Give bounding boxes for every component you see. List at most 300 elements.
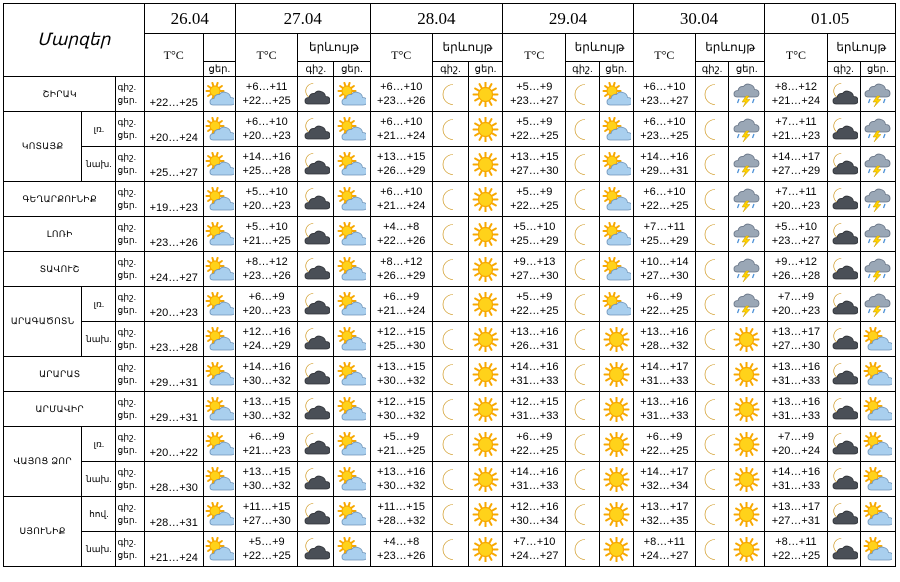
- temperature-range: [765, 147, 827, 182]
- temperature-header: T°C: [235, 34, 297, 77]
- night-header: գիշ.: [298, 62, 334, 77]
- night-header: գիշ.: [566, 62, 599, 77]
- partly-cloudy-day-icon: [204, 502, 235, 527]
- moon-icon: [433, 362, 468, 387]
- temperature-range: [235, 112, 297, 147]
- cloudy-night-icon: [828, 257, 860, 282]
- day-temperature: +25…+28: [242, 165, 291, 177]
- table-row: [4, 182, 896, 217]
- night-temperature: +14…+16: [510, 466, 559, 478]
- temperature-range: [633, 287, 695, 322]
- day-temperature: +22…+25: [242, 550, 291, 562]
- day-temperature: +24…+27: [510, 550, 559, 562]
- partly-cloudy-day-icon: [204, 117, 235, 142]
- night-temperature: +13…+16: [510, 326, 559, 338]
- day-label: ցեր.: [117, 95, 138, 105]
- night-label: գիշ.: [117, 327, 137, 337]
- partly-cloudy-day-icon: [334, 257, 369, 282]
- temperature-range: [370, 427, 432, 462]
- temperature-range: [503, 287, 566, 322]
- date-header: 01.05: [765, 4, 896, 34]
- moon-icon: [696, 222, 728, 247]
- temperature-range: [503, 532, 566, 567]
- night-temperature: +12…+16: [242, 326, 291, 338]
- day-label: ցեր.: [117, 235, 138, 245]
- cloudy-night-icon: [828, 82, 860, 107]
- partly-cloudy-day-icon: [861, 362, 895, 387]
- period-labels: [116, 462, 144, 497]
- moon-icon: [696, 187, 728, 212]
- partly-cloudy-day-icon: [600, 152, 633, 177]
- temperature-range: [765, 182, 827, 217]
- moon-icon: [566, 222, 598, 247]
- temperature-range: [235, 357, 297, 392]
- moon-icon: [433, 152, 468, 177]
- period-labels: [116, 77, 144, 112]
- day-temperature: +26…+31: [510, 340, 559, 352]
- sun-icon: [600, 327, 633, 352]
- moon-icon: [566, 397, 598, 422]
- night-temperature: +6…+10: [380, 81, 423, 93]
- sub-area: լռ.: [82, 287, 116, 322]
- night-temperature: +7…+11: [643, 221, 686, 233]
- sun-icon: [469, 432, 502, 457]
- date-header: 28.04: [370, 4, 503, 34]
- night-temperature: +6…+10: [245, 116, 288, 128]
- temperature-range: [633, 532, 695, 567]
- day-temperature: +30…+32: [242, 410, 291, 422]
- day-temperature: +22…+25: [510, 445, 559, 457]
- thunderstorm-icon: [729, 117, 764, 142]
- day-temperature: +21…+25: [242, 235, 291, 247]
- sun-icon: [600, 537, 633, 562]
- night-temperature: +13…+16: [377, 466, 426, 478]
- partly-cloudy-day-icon: [334, 432, 369, 457]
- moon-icon: [696, 152, 728, 177]
- day-label: ցեր.: [117, 410, 138, 420]
- moon-icon: [433, 467, 468, 492]
- moon-icon: [433, 82, 468, 107]
- day-temperature: +22…+25: [242, 95, 291, 107]
- day-temperature: +22…+25: [640, 445, 689, 457]
- moon-icon: [566, 187, 598, 212]
- night-temperature: +9…+12: [774, 256, 818, 268]
- cloudy-night-icon: [828, 187, 860, 212]
- day-temperature: +26…+29: [377, 270, 426, 282]
- sun-icon: [469, 467, 502, 492]
- period-labels: [116, 532, 144, 567]
- night-temperature: +14…+16: [242, 151, 291, 163]
- temperature-range: [633, 147, 695, 182]
- partly-cloudy-day-icon: [600, 82, 633, 107]
- night-temperature: +13…+15: [242, 466, 291, 478]
- day-temperature: +21…+24: [377, 200, 426, 212]
- night-temperature: +8…+12: [774, 81, 818, 93]
- cloudy-night-icon: [298, 82, 333, 107]
- date-header: 30.04: [633, 4, 765, 34]
- night-temperature: +6…+10: [643, 116, 686, 128]
- date-header: 29.04: [503, 4, 634, 34]
- day-temperature: +21…+24: [377, 130, 426, 142]
- night-label: գիշ.: [117, 257, 137, 267]
- day-temperature: +31…+33: [640, 375, 689, 387]
- cloudy-night-icon: [298, 537, 333, 562]
- temperature-range: [633, 322, 695, 357]
- thunderstorm-icon: [861, 187, 895, 212]
- cloudy-night-icon: [298, 222, 333, 247]
- weather-header: երևույթ: [827, 34, 895, 62]
- moon-icon: [696, 257, 728, 282]
- day-header: ցեր.: [469, 62, 503, 77]
- night-temperature: +14…+16: [640, 151, 689, 163]
- temperature-range: [765, 497, 827, 532]
- moon-icon: [566, 327, 598, 352]
- day-label: ցեր.: [117, 340, 138, 350]
- night-temperature: +5…+9: [516, 291, 553, 303]
- sun-icon: [729, 537, 764, 562]
- temperature-range: [503, 462, 566, 497]
- day-temperature: +27…+30: [510, 270, 559, 282]
- temperature-range: [370, 462, 432, 497]
- temperature-header: T°C: [144, 34, 203, 77]
- sun-icon: [600, 397, 633, 422]
- period-labels: [116, 217, 144, 252]
- day-temperature: +20…+23: [242, 305, 291, 317]
- night-label: գիշ.: [117, 187, 137, 197]
- sun-icon: [469, 187, 502, 212]
- sun-icon: [469, 292, 502, 317]
- night-temperature: +6…+9: [248, 431, 285, 443]
- day-temperature: +21…+24: [771, 95, 821, 107]
- temperature-range: [765, 392, 827, 427]
- table-row: [4, 322, 896, 357]
- night-temperature: +5…+9: [248, 536, 285, 548]
- night-temperature: +13…+16: [640, 326, 689, 338]
- temperature-range: [370, 147, 432, 182]
- temperature-range: [370, 357, 432, 392]
- day-temperature: +29…+31: [144, 392, 203, 427]
- partly-cloudy-day-icon: [204, 467, 235, 492]
- night-temperature: +13…+17: [771, 501, 821, 513]
- day-temperature: +23…+27: [640, 95, 689, 107]
- temperature-range: [765, 357, 827, 392]
- temperature-range: [765, 252, 827, 287]
- day-label: ցեր.: [117, 445, 138, 455]
- night-temperature: +6…+10: [643, 186, 686, 198]
- table-row: [4, 497, 896, 532]
- thunderstorm-icon: [861, 257, 895, 282]
- partly-cloudy-day-icon: [334, 292, 369, 317]
- day-temperature: +26…+28: [771, 270, 821, 282]
- temperature-range: [503, 77, 566, 112]
- sun-icon: [469, 362, 502, 387]
- moon-icon: [566, 467, 598, 492]
- partly-cloudy-day-icon: [334, 502, 369, 527]
- thunderstorm-icon: [729, 187, 764, 212]
- day-temperature: +22…+25: [510, 305, 559, 317]
- region-name: ԼՈՌԻ: [4, 217, 116, 252]
- thunderstorm-icon: [729, 257, 764, 282]
- day-temperature: +22…+25: [510, 130, 559, 142]
- night-label: գիշ.: [117, 362, 137, 372]
- moon-icon: [433, 292, 468, 317]
- day-label: ցեր.: [117, 550, 138, 560]
- partly-cloudy-day-icon: [861, 467, 895, 492]
- sub-area: նախ.: [82, 462, 116, 497]
- temperature-range: [235, 287, 297, 322]
- cloudy-night-icon: [828, 467, 860, 492]
- partly-cloudy-day-icon: [861, 327, 895, 352]
- day-temperature: +22…+25: [510, 200, 559, 212]
- sub-area: լռ.: [82, 427, 116, 462]
- partly-cloudy-day-icon: [204, 222, 235, 247]
- night-temperature: +6…+10: [380, 116, 423, 128]
- forecast-container: [3, 3, 896, 576]
- day-temperature: +26…+29: [377, 165, 426, 177]
- night-temperature: +6…+9: [516, 431, 553, 443]
- sun-icon: [600, 362, 633, 387]
- cloudy-night-icon: [828, 292, 860, 317]
- night-label: գիշ.: [117, 82, 137, 92]
- day-temperature: +20…+23: [242, 200, 291, 212]
- sub-area: հով.: [82, 497, 116, 532]
- moon-icon: [696, 362, 728, 387]
- day-temperature: +23…+26: [377, 550, 426, 562]
- table-row: [4, 427, 896, 462]
- partly-cloudy-day-icon: [861, 537, 895, 562]
- sun-icon: [600, 432, 633, 457]
- sub-area: նախ.: [82, 532, 116, 567]
- night-temperature: +13…+17: [771, 326, 821, 338]
- partly-cloudy-day-icon: [204, 537, 235, 562]
- temperature-range: [235, 217, 297, 252]
- temperature-range: [370, 112, 432, 147]
- region-name: ՍՅՈՒՆԻՔ: [4, 497, 82, 567]
- sun-icon: [469, 502, 502, 527]
- table-row: [4, 287, 896, 322]
- moon-icon: [433, 257, 468, 282]
- sun-icon: [729, 467, 764, 492]
- thunderstorm-icon: [861, 82, 895, 107]
- temperature-range: [765, 217, 827, 252]
- sun-icon: [469, 257, 502, 282]
- day-temperature: +30…+32: [377, 375, 426, 387]
- region-name: ԳԵՂԱՐՔՈՒՆԻՔ: [4, 182, 116, 217]
- night-temperature: +8…+11: [775, 536, 817, 548]
- table-row: [4, 392, 896, 427]
- temperature-range: [235, 252, 297, 287]
- day-temperature: +27…+29: [771, 165, 821, 177]
- thunderstorm-icon: [861, 292, 895, 317]
- day-temperature: +27…+30: [242, 515, 291, 527]
- table-row: [4, 462, 896, 497]
- table-row: [4, 532, 896, 567]
- cloudy-night-icon: [298, 362, 333, 387]
- day-temperature: +20…+24: [144, 112, 203, 147]
- period-labels: [116, 427, 144, 462]
- day-temperature: +32…+35: [640, 515, 689, 527]
- night-label: գիշ.: [117, 117, 137, 127]
- regions-header: Մարզեր: [4, 4, 145, 77]
- night-label: գիշ.: [117, 537, 137, 547]
- temperature-range: [765, 462, 827, 497]
- night-label: գիշ.: [117, 222, 137, 232]
- moon-icon: [566, 432, 598, 457]
- night-temperature: +14…+17: [640, 361, 689, 373]
- temperature-range: [235, 147, 297, 182]
- partly-cloudy-day-icon: [600, 292, 633, 317]
- weather-header: երևույթ: [695, 34, 764, 62]
- temperature-range: [765, 322, 827, 357]
- day-temperature: +31…+33: [771, 410, 821, 422]
- night-temperature: +6…+9: [248, 291, 285, 303]
- day-label: ցեր.: [117, 515, 138, 525]
- partly-cloudy-day-icon: [600, 257, 633, 282]
- day-temperature: +31…+33: [510, 480, 559, 492]
- moon-icon: [696, 467, 728, 492]
- temperature-range: [503, 427, 566, 462]
- day-temperature: +23…+27: [510, 95, 559, 107]
- moon-icon: [566, 152, 598, 177]
- day-temperature: +23…+26: [377, 95, 426, 107]
- night-temperature: +12…+16: [510, 501, 559, 513]
- sun-icon: [729, 362, 764, 387]
- period-labels: [116, 147, 144, 182]
- night-temperature: +6…+9: [383, 291, 420, 303]
- temperature-header: T°C: [503, 34, 566, 77]
- period-labels: [116, 497, 144, 532]
- night-temperature: +6…+11: [245, 81, 288, 93]
- day-temperature: +23…+27: [771, 235, 821, 247]
- night-temperature: +14…+16: [510, 361, 559, 373]
- night-temperature: +11…+15: [377, 501, 425, 513]
- temperature-range: [370, 322, 432, 357]
- temperature-range: [503, 252, 566, 287]
- temperature-range: [235, 427, 297, 462]
- day-temperature: +21…+23: [771, 130, 821, 142]
- period-labels: [116, 392, 144, 427]
- night-temperature: +10…+14: [640, 256, 689, 268]
- temperature-range: [235, 182, 297, 217]
- cloudy-night-icon: [298, 117, 333, 142]
- night-temperature: +5…+9: [516, 186, 553, 198]
- sun-icon: [469, 222, 502, 247]
- night-temperature: +7…+9: [777, 291, 814, 303]
- sun-icon: [729, 432, 764, 457]
- day-temperature: +30…+32: [242, 480, 291, 492]
- thunderstorm-icon: [729, 82, 764, 107]
- cloudy-night-icon: [298, 327, 333, 352]
- moon-icon: [433, 327, 468, 352]
- table-row: [4, 77, 896, 112]
- moon-icon: [696, 327, 728, 352]
- moon-icon: [566, 362, 598, 387]
- day-label: ցեր.: [117, 305, 138, 315]
- day-temperature: +23…+26: [144, 217, 203, 252]
- cloudy-night-icon: [298, 397, 333, 422]
- cloudy-night-icon: [828, 432, 860, 457]
- sun-icon: [729, 502, 764, 527]
- moon-icon: [566, 537, 598, 562]
- temperature-range: [370, 497, 432, 532]
- partly-cloudy-day-icon: [334, 152, 369, 177]
- cloudy-night-icon: [298, 257, 333, 282]
- day-label: ցեր.: [117, 270, 138, 280]
- date-header: 26.04: [144, 4, 235, 34]
- temperature-range: [765, 287, 827, 322]
- day-temperature: +21…+25: [377, 445, 426, 457]
- day-temperature: +24…+27: [640, 550, 689, 562]
- moon-icon: [433, 432, 468, 457]
- region-name: ՏԱՎՈՒՇ: [4, 252, 116, 287]
- sun-icon: [729, 327, 764, 352]
- day-temperature: +31…+33: [771, 375, 821, 387]
- moon-icon: [566, 82, 598, 107]
- cloudy-night-icon: [828, 537, 860, 562]
- cloudy-night-icon: [828, 362, 860, 387]
- partly-cloudy-day-icon: [204, 187, 235, 212]
- sub-area: նախ.: [82, 322, 116, 357]
- partly-cloudy-day-icon: [600, 222, 633, 247]
- moon-icon: [696, 397, 728, 422]
- temperature-range: [633, 77, 695, 112]
- weather-header: երևույթ: [566, 34, 633, 62]
- moon-icon: [433, 537, 468, 562]
- sun-icon: [469, 327, 502, 352]
- moon-icon: [433, 502, 468, 527]
- night-temperature: +6…+9: [646, 431, 683, 443]
- day-header: ցեր.: [860, 62, 895, 77]
- sun-icon: [469, 152, 502, 177]
- period-labels: [116, 287, 144, 322]
- day-temperature: +23…+28: [144, 322, 203, 357]
- night-temperature: +7…+11: [775, 116, 817, 128]
- night-temperature: +14…+16: [242, 361, 291, 373]
- partly-cloudy-day-icon: [334, 327, 369, 352]
- sun-icon: [600, 502, 633, 527]
- day-temperature: +20…+22: [144, 427, 203, 462]
- night-header: գիշ.: [695, 62, 728, 77]
- day-temperature: +29…+31: [144, 357, 203, 392]
- day-temperature: +25…+29: [640, 235, 689, 247]
- sun-icon: [469, 117, 502, 142]
- table-row: [4, 252, 896, 287]
- day-temperature: +22…+25: [640, 200, 689, 212]
- day-header: ցեր.: [729, 62, 765, 77]
- night-label: գիշ.: [117, 502, 137, 512]
- temperature-range: [370, 77, 432, 112]
- night-temperature: +13…+16: [771, 396, 821, 408]
- partly-cloudy-day-icon: [334, 117, 369, 142]
- cloudy-night-icon: [828, 502, 860, 527]
- temperature-range: [370, 252, 432, 287]
- day-temperature: +21…+24: [144, 532, 203, 567]
- night-header: գիշ.: [432, 62, 468, 77]
- day-label: ցեր.: [117, 480, 138, 490]
- night-temperature: +8…+11: [643, 536, 686, 548]
- date-header: 27.04: [235, 4, 370, 34]
- night-temperature: +5…+9: [516, 81, 553, 93]
- temperature-range: [765, 427, 827, 462]
- thunderstorm-icon: [729, 292, 764, 317]
- day-label: ցեր.: [117, 165, 138, 175]
- partly-cloudy-day-icon: [204, 432, 235, 457]
- night-label: գիշ.: [117, 397, 137, 407]
- temperature-range: [633, 252, 695, 287]
- temperature-range: [370, 287, 432, 322]
- cloudy-night-icon: [298, 432, 333, 457]
- day-temperature: +28…+32: [377, 515, 426, 527]
